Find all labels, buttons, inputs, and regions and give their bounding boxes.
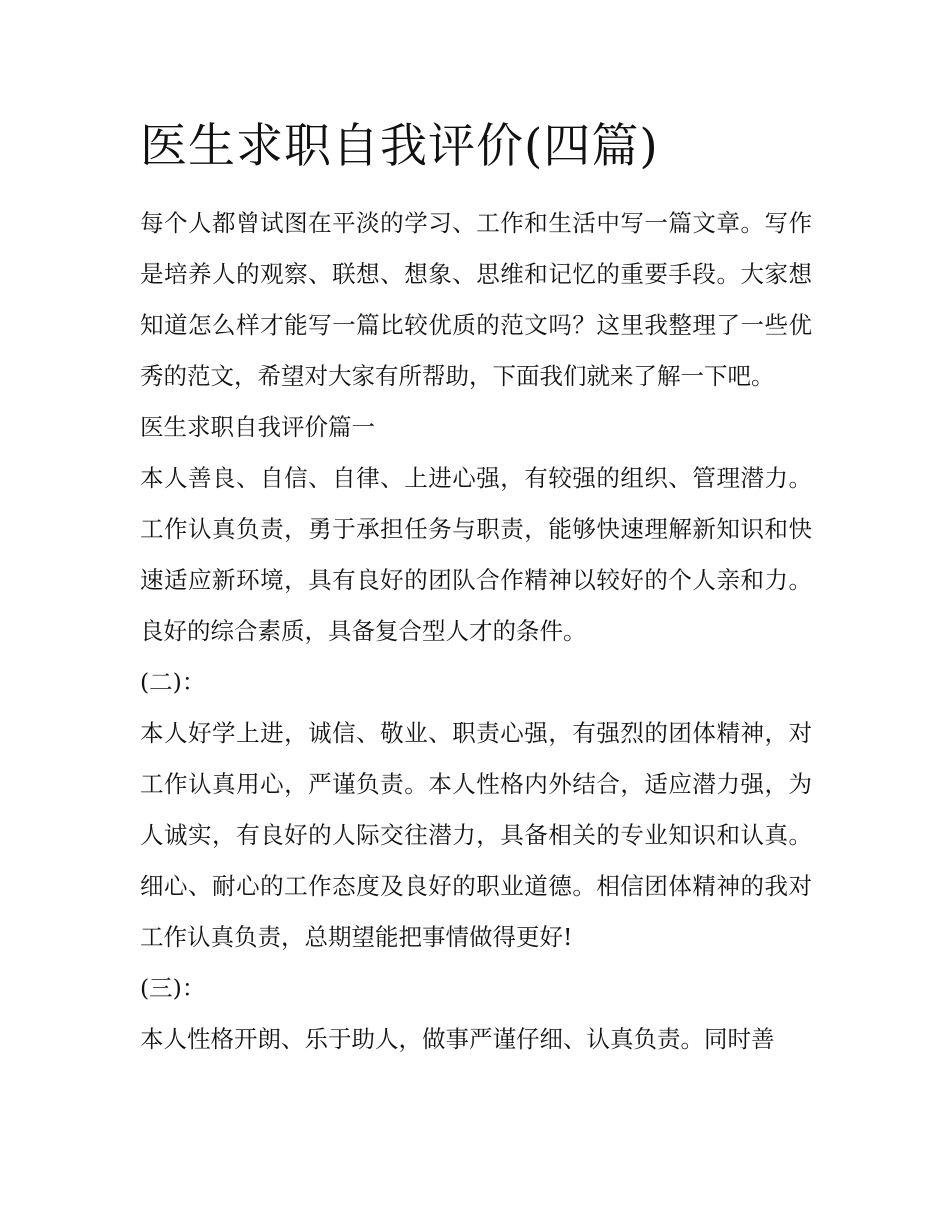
page-title: 医生求职自我评价(四篇) bbox=[140, 119, 659, 174]
intro-paragraph: 每个人都曾试图在平淡的学习、工作和生活中写一篇文章。写作是培养人的观察、联想、想象、思维和记忆的重要手段。大家想知道怎么样才能写一篇比较优质的范文吗？这里我整理了一些优秀的范文，希望对大家有所帮助，下面我们就来了解一下吧。 bbox=[140, 209, 812, 390]
section-one-paragraph: 本人善良、自信、自律、上进心强，有较强的组织、管理潜力。工作认真负责，勇于承担任务与职责，能够快速理解新知识和快速适应新环境，具有良好的团队合作精神以较好的个人亲和力。良好的综合素质，具备复合型人才的条件。 bbox=[140, 464, 812, 645]
part-three-paragraph: 本人性格开朗、乐于助人，做事严谨仔细、认真负责。同时善 bbox=[140, 1025, 775, 1053]
document-body bbox=[140, 198, 812, 1065]
part-three-label: (三)： bbox=[140, 974, 206, 1002]
section-heading: 医生求职自我评价篇一 bbox=[140, 413, 375, 441]
part-two-paragraph: 本人好学上进，诚信、敬业、职责心强，有强烈的团体精神，对工作认真用心，严谨负责。本人性格内外结合，适应潜力强，为人诚实，有良好的人际交往潜力，具备相关的专业知识和认真。细心、耐心的工作态度及良好的职业道德。相信团体精神的我对工作认真负责，总期望能把事情做得更好! bbox=[140, 719, 812, 951]
part-two-label: (二)： bbox=[140, 668, 206, 696]
